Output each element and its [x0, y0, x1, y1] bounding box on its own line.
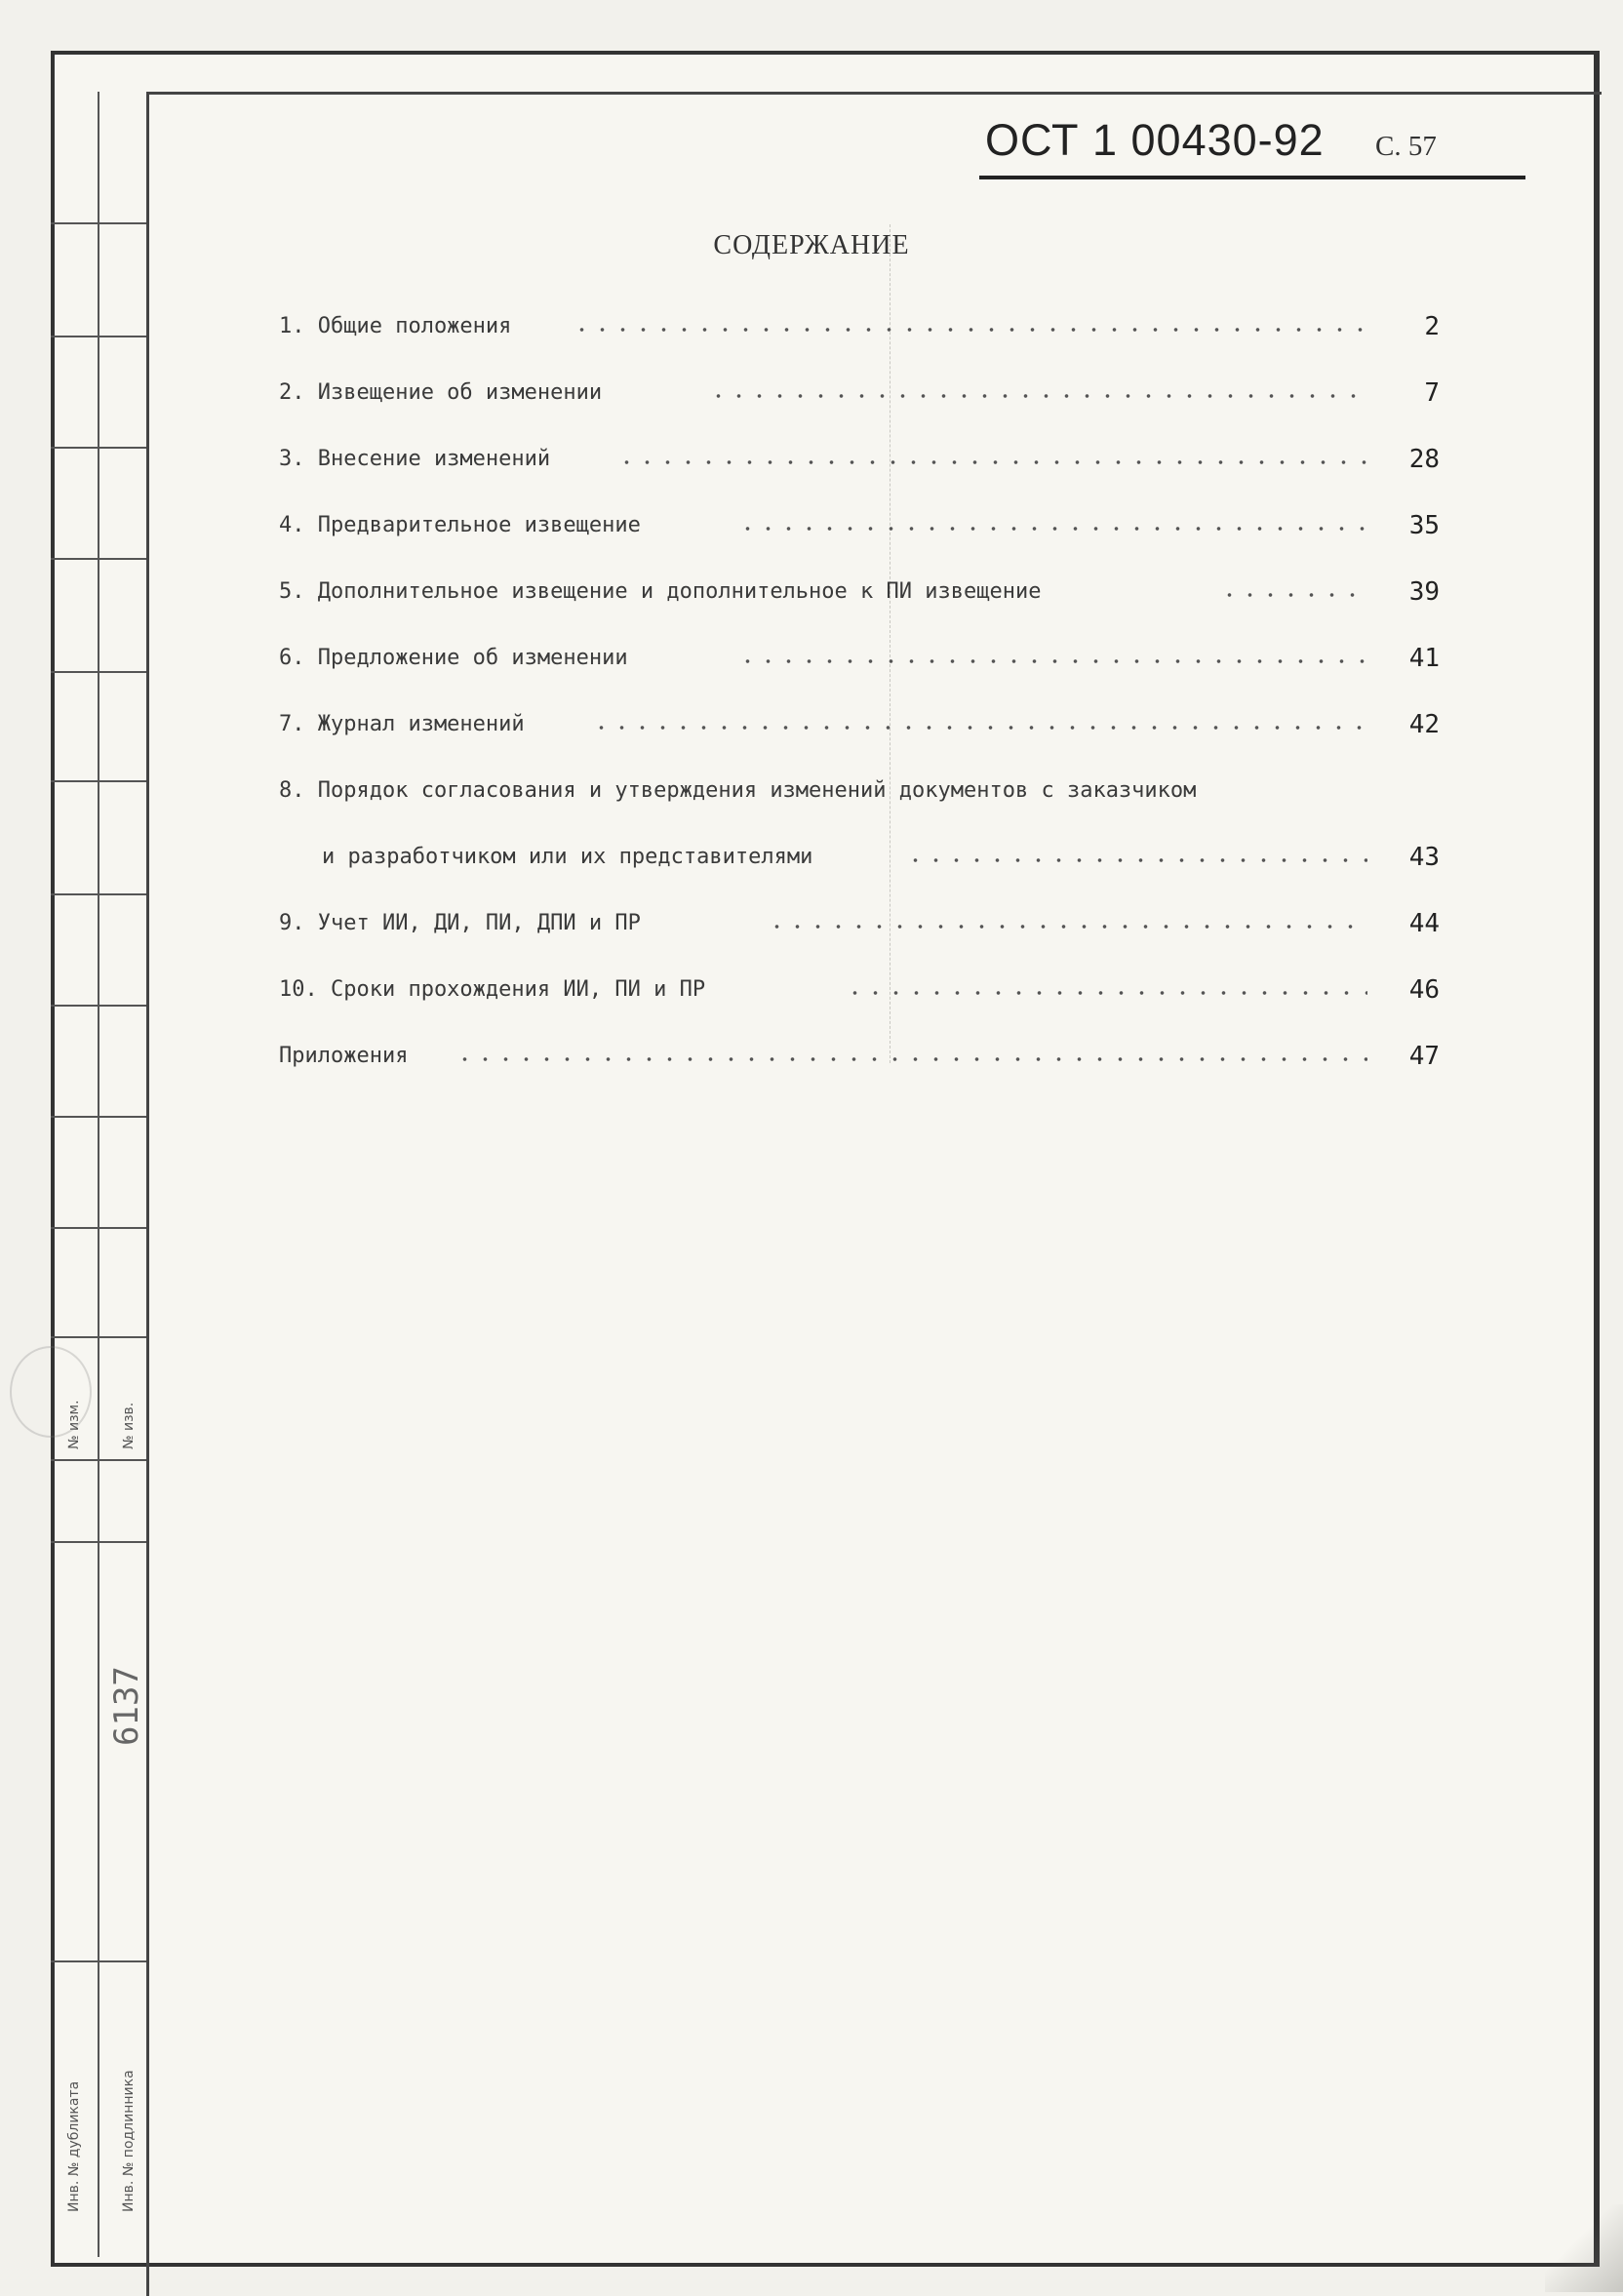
toc-leader-dots: [1219, 593, 1367, 597]
toc-entry: [279, 646, 1440, 712]
binder-row-line: [51, 222, 149, 224]
toc-entry-title: Приложения: [279, 1044, 409, 1068]
toc-entry: [279, 911, 1440, 977]
toc-entry-title: 3. Внесение изменений: [279, 447, 551, 471]
toc-entry: [279, 1044, 1440, 1110]
binder-row-line: [51, 1005, 149, 1007]
toc-entry: [279, 977, 1440, 1044]
document-code-underline: [979, 176, 1525, 179]
toc-entry-page: 47: [1408, 1042, 1440, 1071]
toc-entry-title: 9. Учет ИИ, ДИ, ПИ, ДПИ и ПР: [279, 911, 641, 935]
binder-row-line: [51, 1459, 149, 1461]
toc-entry-page: 44: [1408, 909, 1440, 938]
toc-leader-dots: [737, 659, 1367, 663]
toc-title: СОДЕРЖАНИЕ: [713, 230, 910, 260]
toc-entry-title-continued: и разработчиком или их представителями: [322, 845, 813, 869]
toc-entry-title: 6. Предложение об изменении: [279, 646, 628, 670]
toc-entry: [279, 712, 1440, 778]
binder-row-line: [51, 671, 149, 673]
toc-leader-dots: [572, 328, 1367, 332]
toc-entry-page: 46: [1408, 975, 1440, 1005]
binder-row-line: [51, 1336, 149, 1338]
toc-entry-page: 7: [1424, 378, 1440, 408]
toc-leader-dots: [905, 858, 1367, 862]
page-number: С. 57: [1375, 131, 1437, 162]
toc-entry-title: 1. Общие положения: [279, 314, 512, 338]
toc-leader-dots: [737, 527, 1367, 531]
toc-entry-title: 5. Дополнительное извещение и дополнительное к ПИ извещение: [279, 579, 1042, 604]
toc-leader-dots: [591, 726, 1367, 730]
toc-entry-title: 4. Предварительное извещение: [279, 513, 641, 537]
binder-row-line: [51, 1116, 149, 1118]
binder-row-line: [51, 1541, 149, 1543]
binder-inventory-number: 6137: [107, 1666, 146, 1746]
toc-entry: [279, 513, 1440, 579]
toc-entry-page: 42: [1408, 710, 1440, 739]
toc-entry-page: 39: [1408, 577, 1440, 607]
binder-row-line: [51, 780, 149, 782]
toc-entry-title: 10. Сроки прохождения ИИ, ПИ и ПР: [279, 977, 706, 1002]
toc-entry-page: 35: [1408, 511, 1440, 540]
toc-entry: [279, 579, 1440, 646]
table-of-contents: [279, 314, 1440, 1110]
toc-entry: [279, 380, 1440, 447]
toc-entry-page: 28: [1408, 445, 1440, 474]
toc-entry-page: 43: [1408, 843, 1440, 872]
binder-label-original: Инв. № подлинника: [121, 2070, 137, 2212]
binder-row-line: [51, 558, 149, 560]
binder-row-line: [51, 336, 149, 337]
toc-entry: [279, 778, 1440, 911]
document-code: ОСТ 1 00430-92: [985, 115, 1325, 165]
binder-label-duplicate: Инв. № дубликата: [66, 2080, 82, 2212]
binder-strip: [51, 92, 149, 2257]
toc-leader-dots: [708, 394, 1367, 398]
binder-row-line: [51, 1960, 149, 1962]
toc-entry: [279, 314, 1440, 380]
toc-leader-dots: [455, 1057, 1367, 1061]
binder-label-izm: № изм.: [66, 1400, 82, 1449]
toc-leader-dots: [616, 460, 1367, 464]
toc-entry-page: 2: [1424, 312, 1440, 341]
toc-entry-page: 41: [1408, 644, 1440, 673]
stain-mark: [10, 1346, 92, 1438]
binder-row-line: [51, 1227, 149, 1229]
binder-row-line: [51, 893, 149, 895]
toc-leader-dots: [845, 991, 1367, 995]
toc-entry-title: 2. Извещение об изменении: [279, 380, 603, 405]
toc-entry-title: 8. Порядок согласования и утверждения изменений документов с заказчиком: [279, 778, 1197, 803]
toc-entry: [279, 447, 1440, 513]
binder-column-divider: [98, 92, 99, 2257]
binder-row-line: [51, 447, 149, 449]
binder-label-izv: № изв.: [121, 1402, 137, 1449]
toc-leader-dots: [767, 925, 1367, 929]
toc-entry-title: 7. Журнал изменений: [279, 712, 525, 736]
page-corner-shadow: [1545, 2204, 1623, 2292]
